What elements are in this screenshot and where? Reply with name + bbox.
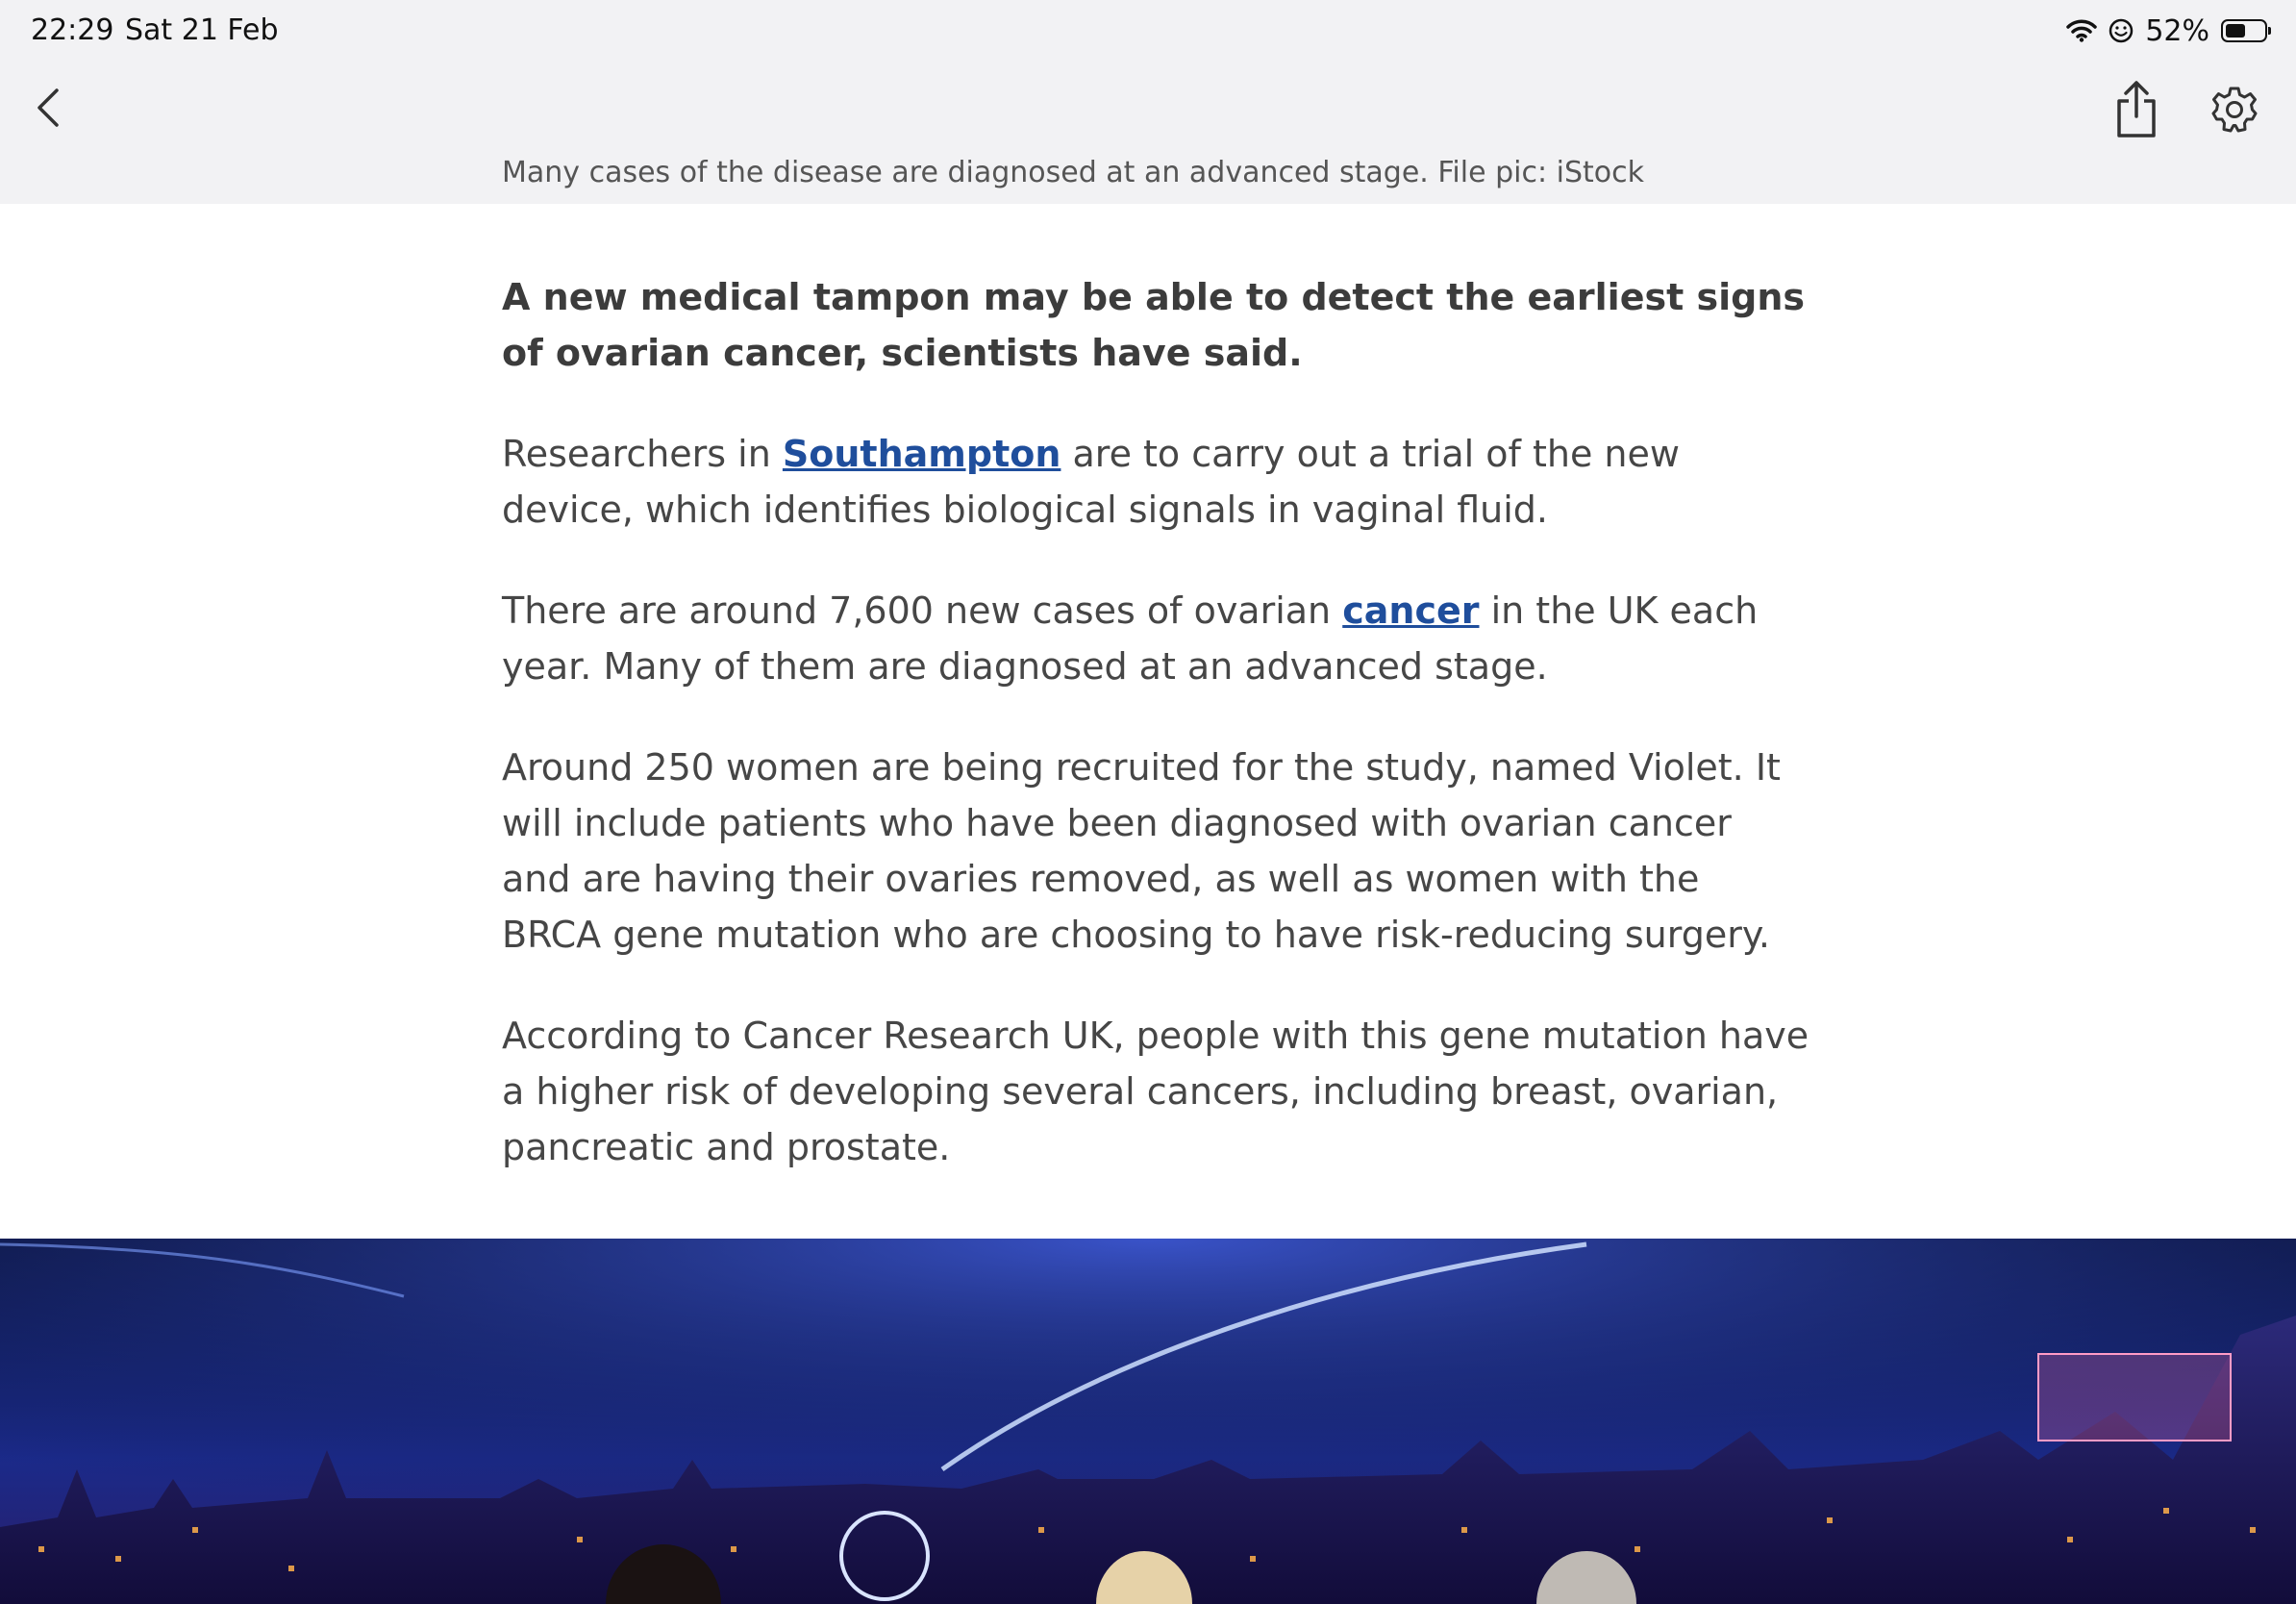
- cancer-link[interactable]: cancer: [1342, 589, 1480, 632]
- gear-icon: [2210, 86, 2259, 138]
- battery-icon: [2221, 19, 2267, 42]
- article-lead: A new medical tampon may be able to detect the earliest signs of ovarian cancer, scientists have said.: [502, 276, 1806, 374]
- settings-button[interactable]: [2200, 77, 2269, 146]
- article-paragraph: Around 250 women are being recruited for the study, named Violet. It will include patients who have been diagnosed with ovarian cancer and are having their ovaries removed, as well as women with the BRCA gene mutation who are choosing to have risk-reducing surgery.: [502, 746, 1781, 956]
- status-bar: [0, 0, 2296, 60]
- article-paragraph: [502, 426, 1809, 538]
- top-chrome: [0, 0, 2296, 204]
- paragraph-text: There are around 7,600 new cases of ovarian: [502, 589, 1343, 632]
- article-body: [502, 269, 1809, 1220]
- paragraph-text: in the UK each year. Many of them are diagnosed at an advanced stage.: [502, 589, 1759, 688]
- paragraph-text: Researchers in: [502, 433, 783, 475]
- battery-level: [2226, 24, 2245, 38]
- paragraph-text: are to carry out a trial of the new device, which identifies biological signals in vaginal fluid.: [502, 433, 1680, 531]
- status-time: 22:29: [31, 13, 114, 47]
- image-caption: Many cases of the disease are diagnosed at an advanced stage. File pic: iStock: [502, 158, 1644, 189]
- video-still: [0, 1239, 2296, 1604]
- video-player[interactable]: [0, 1239, 2296, 1604]
- share-button[interactable]: [2096, 71, 2177, 152]
- status-indicators: [2066, 12, 2267, 50]
- article-paragraph: [502, 583, 1809, 694]
- southampton-link[interactable]: Southampton: [782, 433, 1061, 475]
- smiley-icon: [2109, 18, 2134, 43]
- article-paragraph: According to Cancer Research UK, people with this gene mutation have a higher risk of developing several cancers, including breast, ovarian, pancreatic and prostate.: [502, 1015, 1809, 1168]
- wifi-icon: [2066, 19, 2097, 42]
- status-date: Sat 21 Feb: [125, 13, 279, 47]
- battery-percent: 52%: [2145, 13, 2209, 48]
- chevron-left-icon: [34, 87, 62, 133]
- caption-strip: [0, 158, 2296, 204]
- back-button[interactable]: [21, 83, 75, 137]
- nav-bar: [0, 60, 2296, 158]
- share-icon: [2114, 80, 2159, 143]
